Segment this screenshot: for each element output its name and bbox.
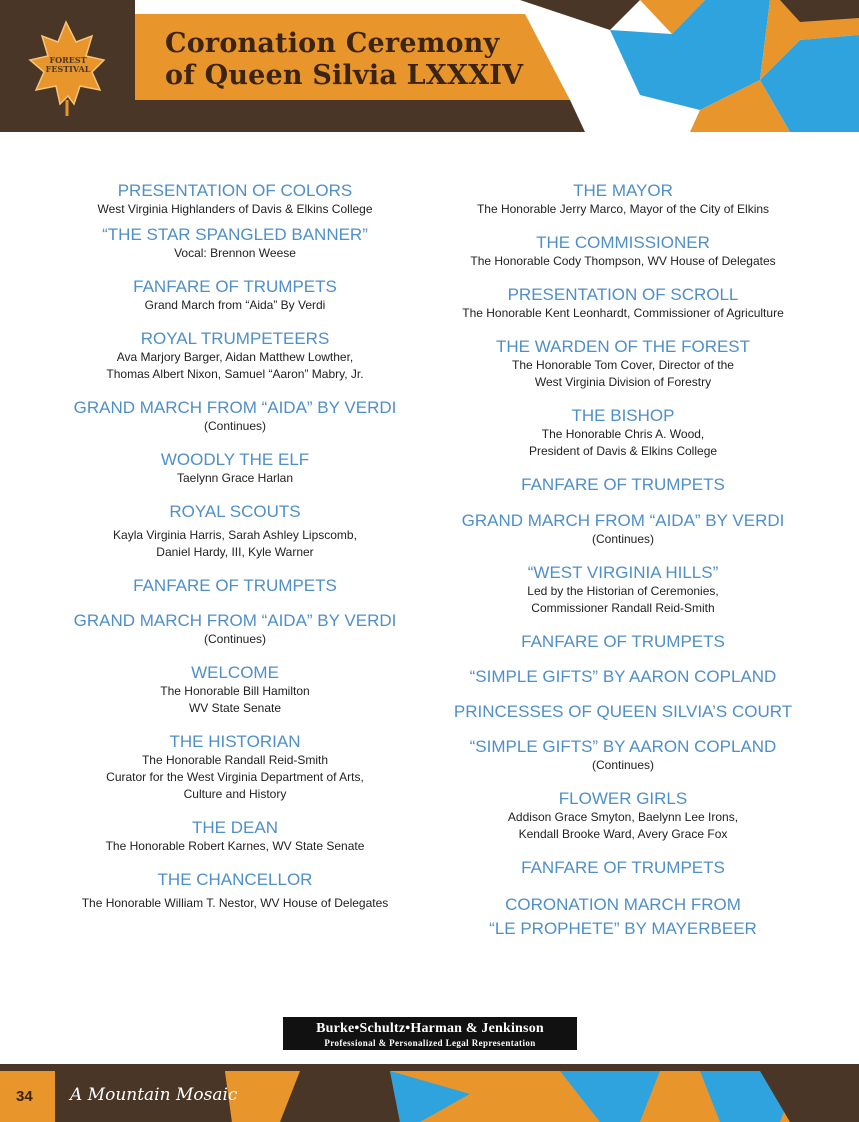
program-detail: Curator for the West Virginia Department of Arts, [106, 770, 364, 784]
program-heading: PRESENTATION OF SCROLL [507, 285, 739, 304]
program-item [423, 893, 823, 941]
program-heading: FANFARE OF TRUMPETS [133, 277, 337, 296]
program-heading: PRESENTATION OF COLORS [117, 181, 353, 200]
program-item [423, 788, 823, 843]
program-heading: GRAND MARCH FROM “AIDA” BY VERDI [461, 511, 785, 530]
program-detail: Thomas Albert Nixon, Samuel “Aaron” Mabry, Jr. [106, 367, 364, 381]
publication-name: A Mountain Mosaic [70, 1085, 238, 1105]
sponsor-name: Burke•Schultz•Harman & Jenkinson [316, 1021, 544, 1036]
program-detail: Culture and History [183, 787, 287, 801]
program-item [35, 328, 435, 383]
program-heading: ROYAL TRUMPETEERS [140, 329, 330, 348]
program-right-column [423, 180, 823, 941]
program-heading: THE MAYOR [573, 181, 673, 200]
program-detail: West Virginia Division of Forestry [534, 375, 712, 389]
program-detail: The Honorable Chris A. Wood, [541, 427, 705, 441]
program-detail: (Continues) [591, 758, 655, 772]
program-heading: ROYAL SCOUTS [169, 502, 301, 521]
program-item [35, 731, 435, 803]
program-item [35, 869, 435, 912]
program-item [35, 397, 435, 435]
program-item [35, 575, 435, 596]
program-item [35, 224, 435, 262]
program-detail: Addison Grace Smyton, Baelynn Lee Irons, [507, 810, 739, 824]
sponsor-tagline: Professional & Personalized Legal Representation [324, 1038, 536, 1048]
program-heading: “WEST VIRGINIA HILLS” [527, 563, 719, 582]
program-item [35, 276, 435, 314]
page-header [0, 0, 859, 132]
logo-text-top: FOREST [49, 55, 87, 65]
program-heading: “SIMPLE GIFTS” BY AARON COPLAND [469, 737, 777, 756]
program-heading: WOODLY THE ELF [160, 450, 310, 469]
program-item [423, 701, 823, 722]
page-title-line-2: of Queen Silvia LXXXIV [165, 60, 524, 91]
program-heading: “LE PROPHETE” BY MAYERBEER [489, 919, 757, 938]
program-heading: GRAND MARCH FROM “AIDA” BY VERDI [73, 611, 397, 630]
program-detail: The Honorable William T. Nestor, WV House of Delegates [81, 896, 389, 910]
program-item [35, 501, 435, 561]
page-number: 34 [16, 1088, 33, 1105]
program-detail: The Honorable Tom Cover, Director of the [512, 358, 734, 372]
program-heading: “THE STAR SPANGLED BANNER” [102, 225, 368, 244]
program-detail: The Honorable Bill Hamilton [160, 684, 310, 698]
program-item [423, 474, 823, 495]
program-item [35, 817, 435, 855]
logo-text-bottom: FESTIVAL [45, 64, 91, 74]
page-title-line-1: Coronation Ceremony [165, 28, 500, 59]
program-item [423, 232, 823, 270]
program-detail: (Continues) [591, 532, 655, 546]
program-detail: The Honorable Randall Reid-Smith [141, 753, 329, 767]
program-heading: THE WARDEN OF THE FOREST [495, 337, 751, 356]
program-detail: WV State Senate [188, 701, 282, 715]
program-item [423, 510, 823, 548]
program-heading: THE COMMISSIONER [536, 233, 710, 252]
program-detail: Led by the Historian of Ceremonies, [527, 584, 719, 598]
program-detail: President of Davis & Elkins College [528, 444, 718, 458]
program-heading: THE BISHOP [571, 406, 675, 425]
program-detail: Kayla Virginia Harris, Sarah Ashley Lipscomb, [113, 528, 357, 542]
program-heading: FANFARE OF TRUMPETS [521, 475, 725, 494]
program-item [35, 662, 435, 717]
program-heading: FANFARE OF TRUMPETS [521, 632, 725, 651]
program-item [423, 284, 823, 322]
program-item [423, 736, 823, 774]
program-item [423, 405, 823, 460]
program-heading: THE DEAN [192, 818, 278, 837]
program-item [35, 449, 435, 487]
program-heading: FANFARE OF TRUMPETS [521, 858, 725, 877]
program-heading: PRINCESSES OF QUEEN SILVIA’S COURT [453, 702, 793, 721]
program-heading: CORONATION MARCH FROM [505, 895, 741, 914]
program-item [423, 666, 823, 687]
program-detail: Kendall Brooke Ward, Avery Grace Fox [518, 827, 728, 841]
program-detail: Ava Marjory Barger, Aidan Matthew Lowther, [116, 350, 354, 364]
program-left-column [35, 180, 435, 912]
program-detail: The Honorable Kent Leonhardt, Commissioner of Agriculture [462, 306, 784, 320]
program-heading: FLOWER GIRLS [558, 789, 688, 808]
program-detail: The Honorable Jerry Marco, Mayor of the City of Elkins [476, 202, 770, 216]
program-item [423, 336, 823, 391]
program-detail: (Continues) [203, 632, 267, 646]
program-item [423, 631, 823, 652]
program-item [423, 562, 823, 617]
program-detail: West Virginia Highlanders of Davis & Elkins College [97, 202, 373, 216]
program-detail: (Continues) [203, 419, 267, 433]
program-heading: FANFARE OF TRUMPETS [133, 576, 337, 595]
program-detail: Commissioner Randall Reid-Smith [531, 601, 715, 615]
program-item [35, 180, 435, 218]
program-heading: GRAND MARCH FROM “AIDA” BY VERDI [73, 398, 397, 417]
program-item [35, 610, 435, 648]
logo-text [42, 56, 94, 74]
program-heading: THE HISTORIAN [169, 732, 301, 751]
program-heading: WELCOME [191, 663, 279, 682]
program-item [423, 857, 823, 878]
sponsor-banner [283, 1017, 577, 1050]
program-heading: THE CHANCELLOR [157, 870, 313, 889]
program-detail: Daniel Hardy, III, Kyle Warner [156, 545, 314, 559]
program-heading: “SIMPLE GIFTS” BY AARON COPLAND [469, 667, 777, 686]
program-detail: Grand March from “Aida” By Verdi [144, 298, 326, 312]
program-detail: Taelynn Grace Harlan [176, 471, 294, 485]
program-detail: The Honorable Cody Thompson, WV House of Delegates [470, 254, 776, 268]
program-detail: Vocal: Brennon Weese [174, 246, 296, 260]
program-detail: The Honorable Robert Karnes, WV State Senate [105, 839, 365, 853]
program-item [423, 180, 823, 218]
